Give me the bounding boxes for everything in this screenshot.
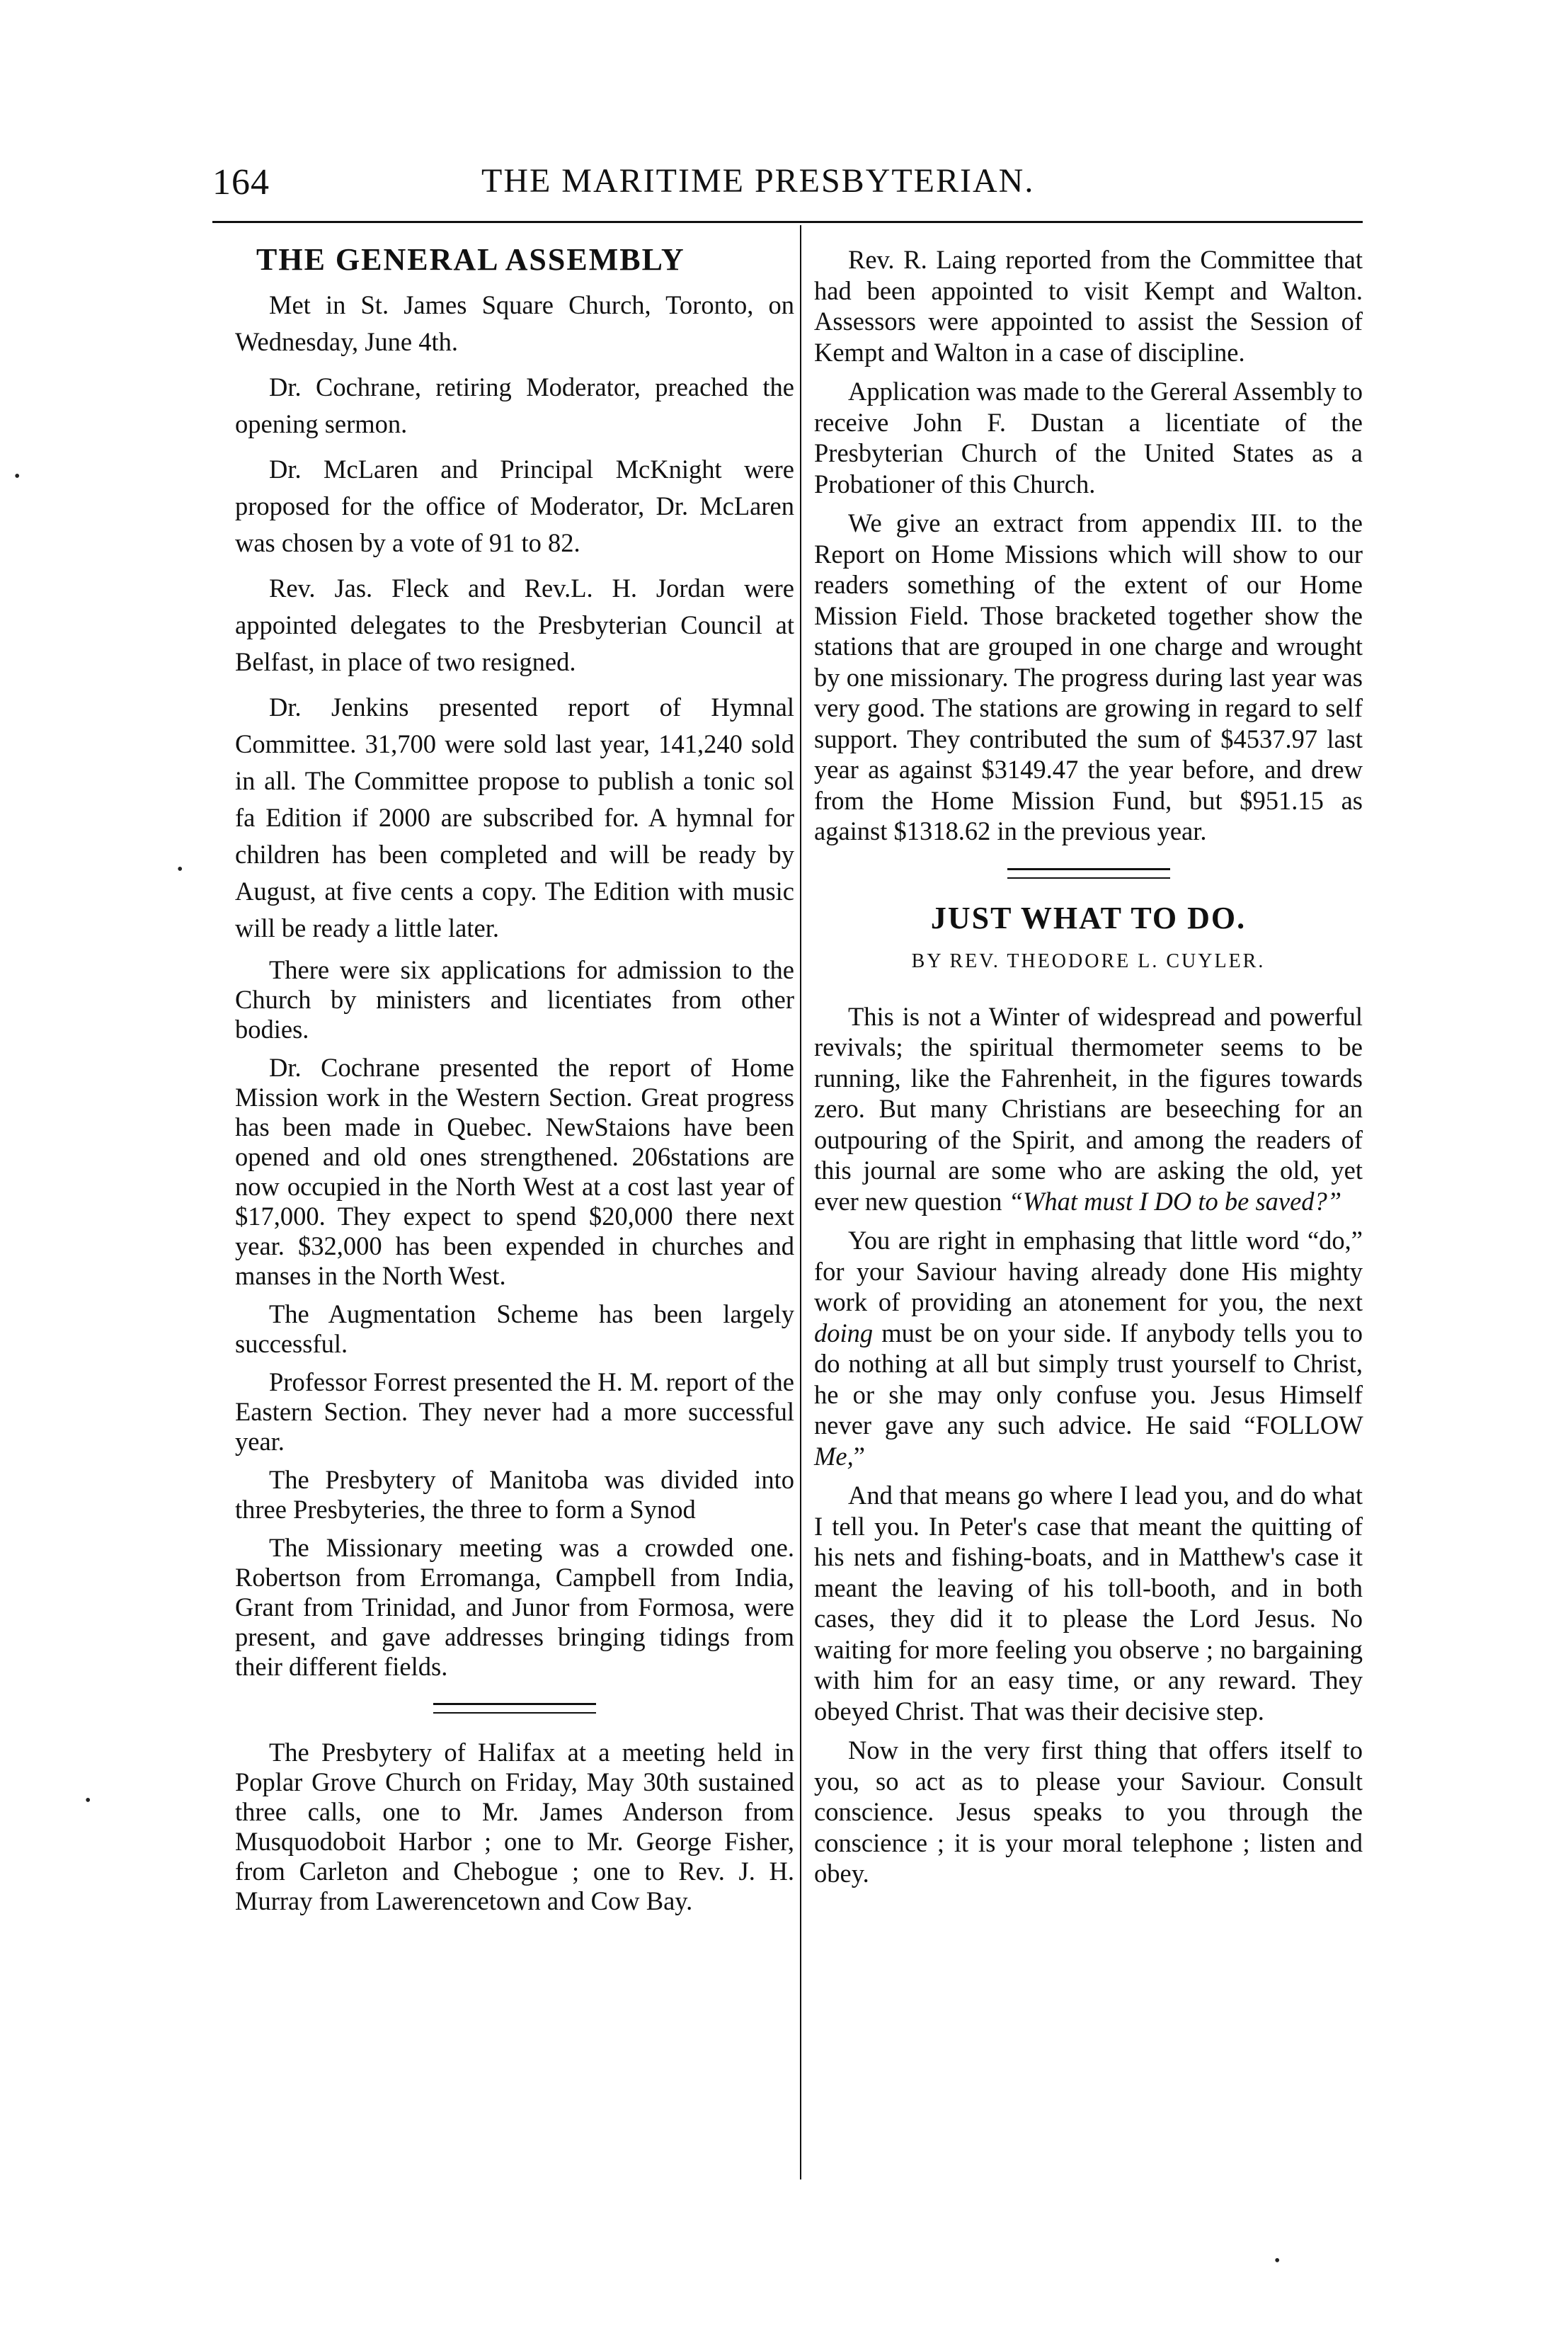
article-title: JUST WHAT TO DO.: [930, 900, 1247, 935]
header-rule: [212, 221, 1363, 223]
margin-speck: •: [14, 467, 21, 486]
margin-speck: •: [177, 860, 183, 879]
article-text: This is not a Winter of widespread and powerful revivals; the spiritual thermometer seems to be running, like the Fahrenheit, in the figures towards zero. But many Christians are beseeching for an outpouring of the Spirit, and among the readers of this journal are some who are asking the old, yet ever new question: [814, 1001, 1363, 1216]
article-paragraph: Now in the very first thing that offers itself to you, so act as to please your Saviour. Consult conscience. Jesus speaks to you through the conscience ; it is your moral telephone ; listen and obey.: [814, 1736, 1363, 1888]
right-column: [814, 244, 1363, 1889]
paragraph: Rev. Jas. Fleck and Rev.L. H. Jordan were appointed delegates to the Presbyterian Council at Belfast, in place of two resigned.: [235, 573, 794, 676]
article-paragraph: [814, 1001, 1363, 1217]
paragraph: The Presbytery of Manitoba was divided into three Presbyteries, the three to form a Synod: [235, 1464, 794, 1524]
paragraph: Dr. McLaren and Principal McKnight were proposed for the office of Moderator, Dr. McLaren was chosen by a vote of 91 to 82.: [235, 454, 794, 557]
emphasis-word: Me,: [814, 1441, 854, 1471]
paragraph: The Augmentation Scheme has been largely successful.: [235, 1299, 794, 1358]
left-column: [235, 244, 794, 1916]
paragraph: The Missionary meeting was a crowded one. Robertson from Erromanga, Campbell from India, Grant from Trinidad, and Junor from Formosa, were present, and gave addresses bringing tidings from their different fields.: [235, 1532, 794, 1681]
article-text: must be on your side. If anybody tells you to do nothing at all but simply trust yourself to Christ, he or she may only confuse you. Jesus Himself never gave any such advice. He said “FOLLOW: [814, 1318, 1363, 1440]
article-quote: “What must I DO to be saved?”: [1008, 1186, 1342, 1216]
paragraph: Dr. Jenkins presented report of Hymnal Committee. 31,700 were sold last year, 141,240 sold in all. The Committee propose to publish a tonic sol fa Edition if 2000 are subscribed for. A hymnal for children has been completed and will be ready by August, at five cents a copy. The Edition with music will be ready a little later.: [235, 692, 794, 942]
section-divider: [433, 1703, 596, 1714]
paragraph: There were six applications for admission to the Church by ministers and licentiates from other bodies.: [235, 954, 794, 1044]
general-assembly-heading: THE GENERAL ASSEMBLY: [256, 242, 685, 277]
paragraph: Dr. Cochrane presented the report of Home Mission work in the Western Section. Great progress has been made in Quebec. NewStaions have been opened and old ones strengthened. 206stations are now occupied in the North West at a cost last year of $17,000. They expect to spend $20,000 there next year. $32,000 has been expended in churches and manses in the North West.: [235, 1052, 794, 1290]
article-paragraph: And that means go where I lead you, and do what I tell you. In Peter's case that meant the quitting of his nets and fishing-boats, and in Matthew's case it meant the leaving of his toll-booth, and in both cases, they did it to please the Lord Jesus. No waiting for more feeling you observe ; no bargaining with him for an easy time, or any reward. They obeyed Christ. That was their decisive step.: [814, 1481, 1363, 1726]
paragraph: We give an extract from appendix III. to the Report on Home Missions which will show to our readers something of the extent of our Home Mission Field. Those bracketed together show the stations that are grouped in one charge and wrought by one missionary. The progress during last year was very good. The stations are growing in regard to self support. They contributed the sum of $4537.97 last year as against $3149.47 the year before, and drew from the Home Mission Fund, but $951.15 as against $1318.62 in the previous year.: [814, 508, 1363, 845]
halifax-paragraph: The Presbytery of Halifax at a meeting held in Poplar Grove Church on Friday, May 30th sustained three calls, one to Mr. James Anderson from Musquodoboit Harbor ; one to Mr. George Fisher, from Carleton and Chebogue ; one to Rev. J. H. Murray from Lawerencetown and Cow Bay.: [235, 1737, 794, 1915]
running-head: THE MARITIME PRESBYTERIAN.: [481, 162, 1035, 200]
paragraph: Met in St. James Square Church, Toronto, on Wednesday, June 4th.: [235, 290, 794, 356]
article-byline: BY REV. THEODORE L. CUYLER.: [911, 950, 1266, 972]
paragraph: Professor Forrest presented the H. M. report of the Eastern Section. They never had a more successful year.: [235, 1367, 794, 1456]
article-paragraph: [814, 1225, 1363, 1471]
margin-speck: •: [1274, 2252, 1281, 2270]
paragraph: Dr. Cochrane, retiring Moderator, preached the opening sermon.: [235, 372, 794, 438]
article-text: You are right in emphasing that little word “do,” for your Saviour having already done His mighty work of providing an atonement for you, the next: [814, 1226, 1363, 1316]
emphasis-word: doing: [814, 1318, 874, 1347]
paragraph: Application was made to the Gereral Assembly to receive John F. Dustan a licentiate of the Presbyterian Church of the United States as a Probationer of this Church.: [814, 377, 1363, 498]
margin-speck: •: [85, 1791, 91, 1810]
page-number: 164: [212, 162, 270, 203]
closing-quote: ”: [853, 1441, 865, 1471]
paragraph: Rev. R. Laing reported from the Committee that had been appointed to visit Kempt and Walton. Assessors were appointed to assist the Session of Kempt and Walton in a case of discipline.: [814, 245, 1363, 367]
column-divider: [800, 225, 801, 2179]
section-divider: [1007, 868, 1170, 879]
